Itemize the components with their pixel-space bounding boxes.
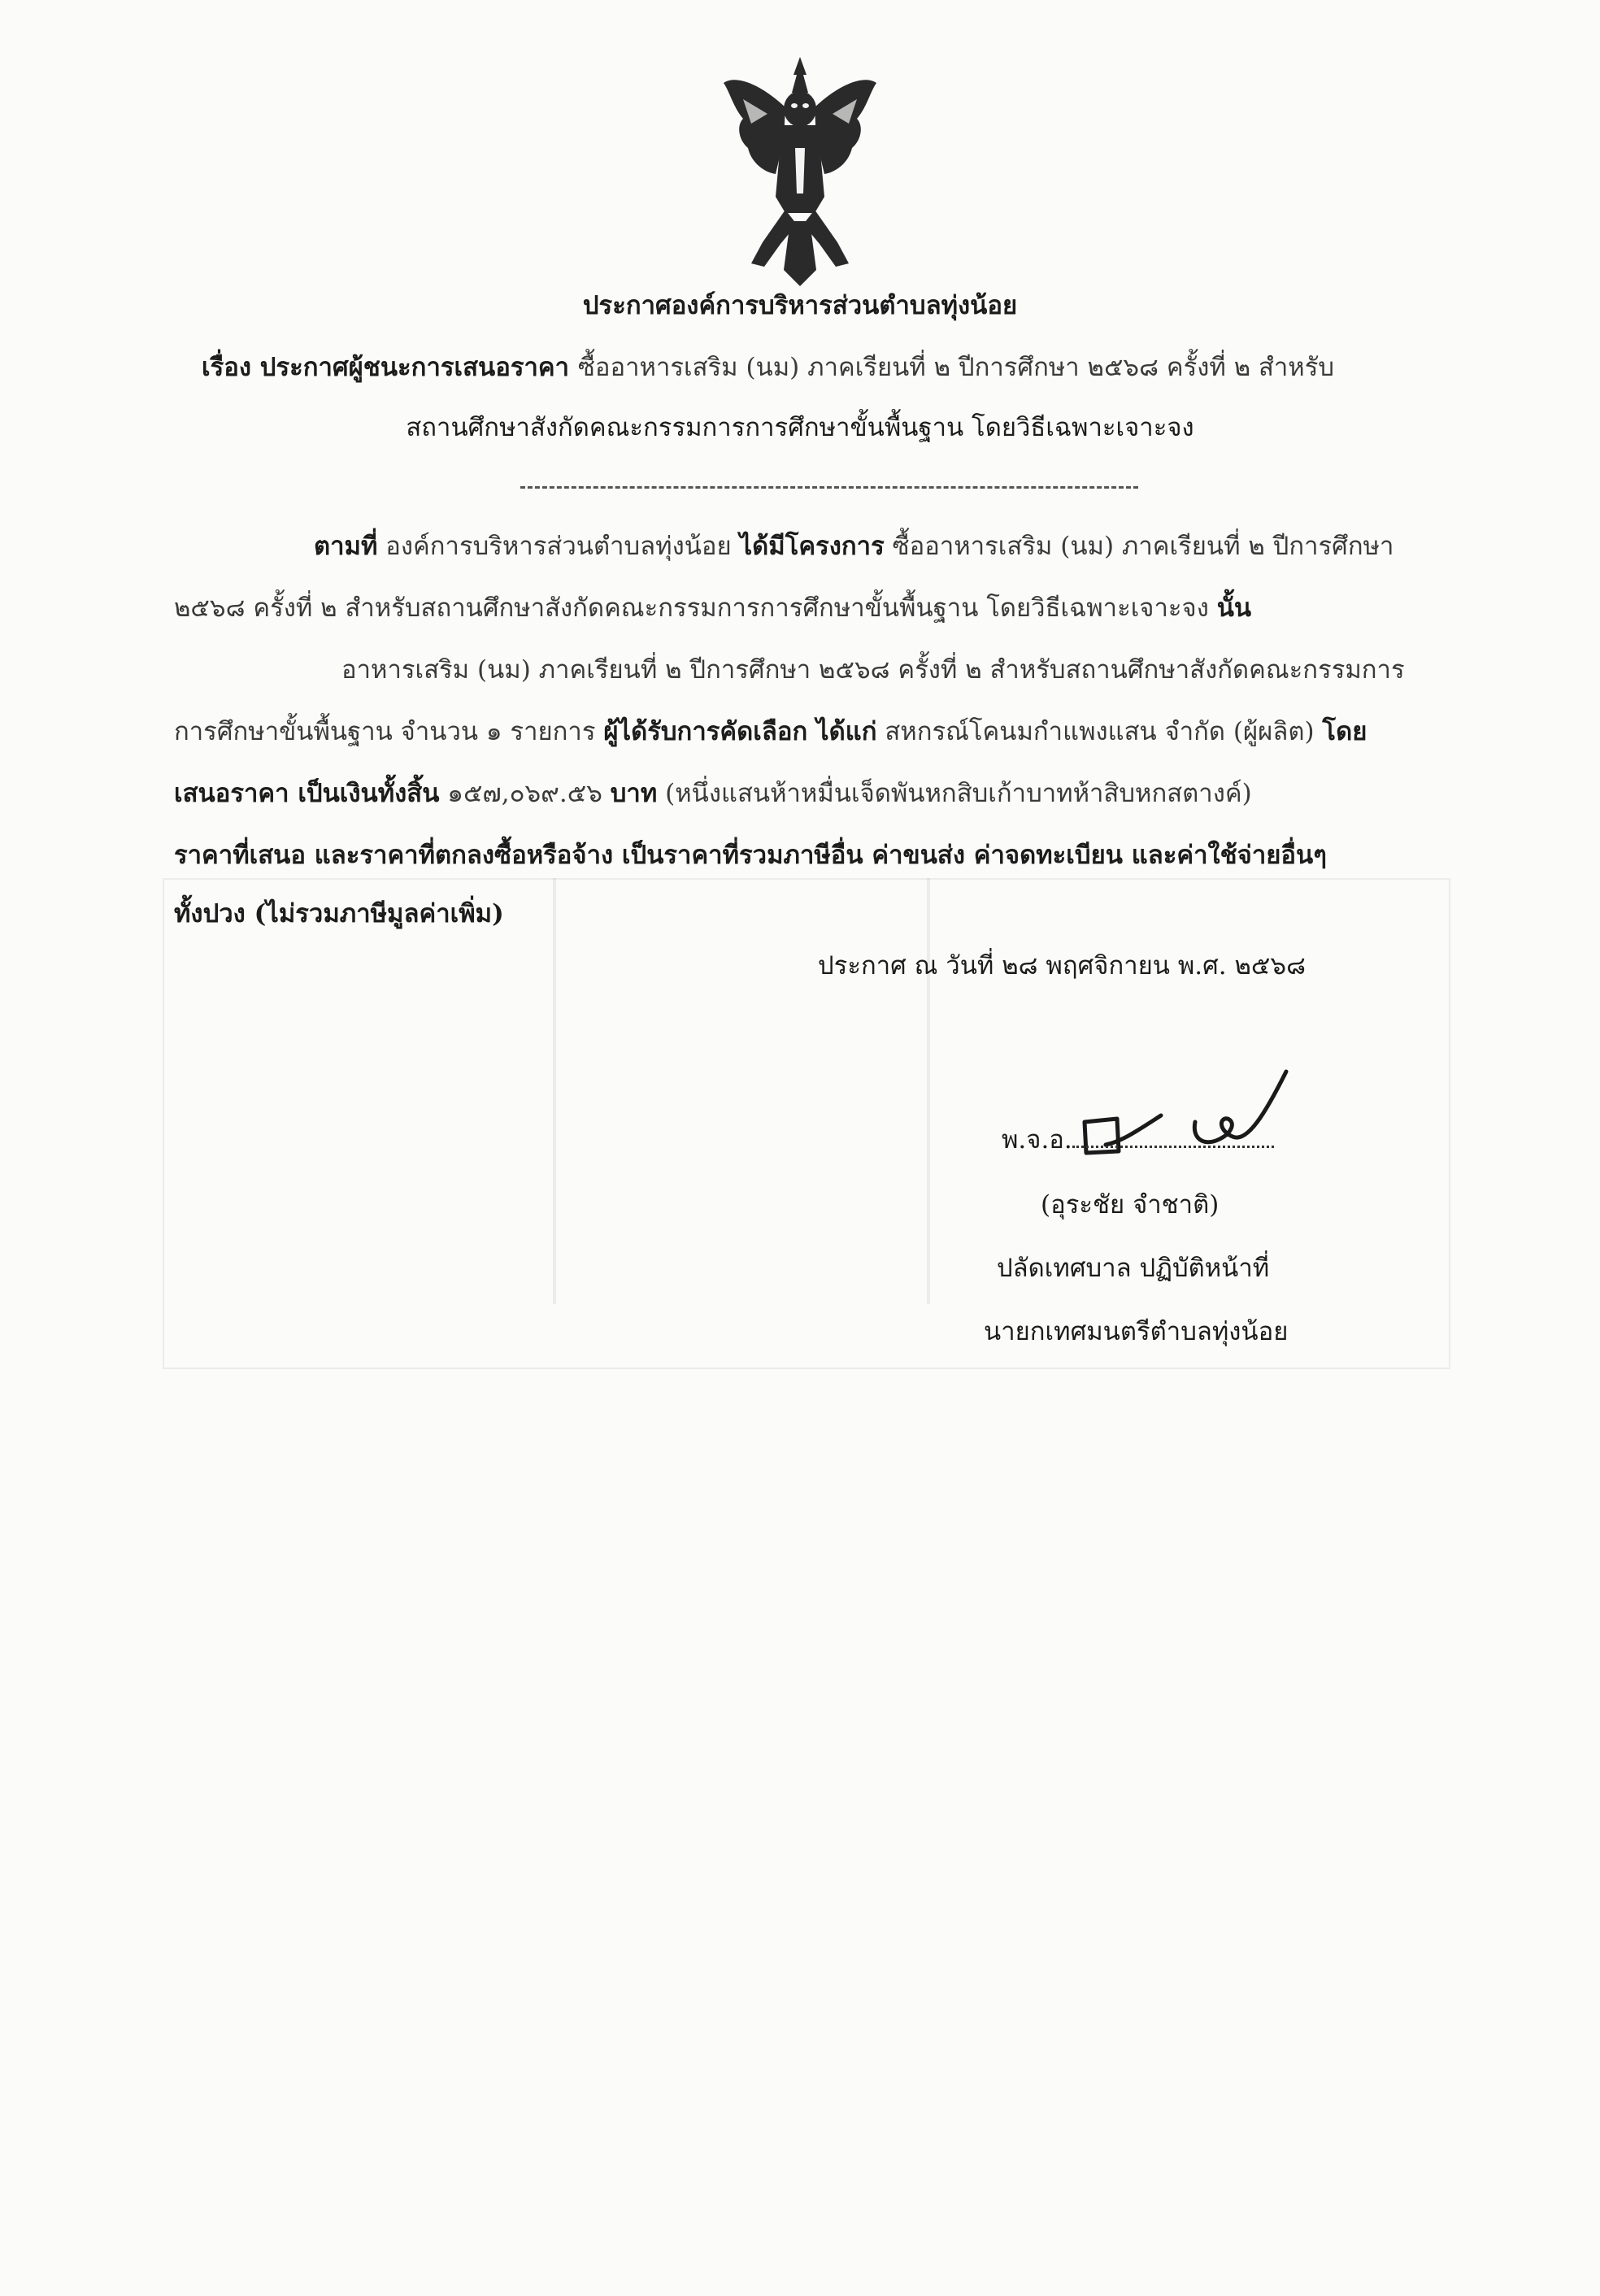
garuda-emblem-icon xyxy=(719,50,881,294)
subject-line xyxy=(202,351,1334,384)
paragraph-1-line-1 xyxy=(314,530,1393,563)
document-title: ประกาศองค์การบริหารส่วนตำบลทุ่งน้อย xyxy=(582,291,1018,320)
divider xyxy=(520,486,1138,489)
p2-price-label: เสนอราคา เป็นเงินทั้งสิ้น xyxy=(174,779,440,808)
signature-prefix: พ.จ.อ. xyxy=(1002,1125,1072,1155)
subject-label: เรื่อง ประกาศผู้ชนะการเสนอราคา xyxy=(202,353,570,382)
p2-amount: ๑๕๗,๐๖๙.๕๖ xyxy=(447,779,602,808)
p1-project-label: ได้มีโครงการ xyxy=(739,532,885,561)
signer-position-1: ปลัดเทศบาล ปฏิบัติหน้าที่ xyxy=(997,1254,1270,1283)
p1-org: องค์การบริหารส่วนตำบลทุ่งน้อย xyxy=(385,532,732,561)
signature-dots xyxy=(1072,1124,1274,1148)
p1-project-cont: ๒๕๖๘ ครั้งที่ ๒ สำหรับสถานศึกษาสังกัดคณะกรรมการการศึกษาขั้นพื้นฐาน โดยวิธีเฉพาะเจาะจง xyxy=(174,594,1209,623)
p2-by: โดย xyxy=(1322,717,1367,746)
paragraph-3-line-1: ราคาที่เสนอ และราคาที่ตกลงซื้อหรือจ้าง เป็นราคาที่รวมภาษีอื่น ค่าขนส่ง ค่าจดทะเบียน และค่าใช้จ่ายอื่นๆ xyxy=(174,841,1327,870)
bleed-through-col xyxy=(927,878,930,1304)
bleed-through-col xyxy=(553,878,556,1304)
announcement-date: ประกาศ ณ วันที่ ๒๘ พฤศจิกายน พ.ศ. ๒๕๖๘ xyxy=(818,951,1306,981)
subject-line-2: สถานศึกษาสังกัดคณะกรรมการการศึกษาขั้นพื้นฐาน โดยวิธีเฉพาะเจาะจง xyxy=(406,413,1194,442)
p2-winner-name: สหกรณ์โคนมกำแพงแสน จำกัด (ผู้ผลิต) xyxy=(885,717,1315,746)
paragraph-2-line-3 xyxy=(174,777,1252,810)
paragraph-1-line-2 xyxy=(174,592,1251,624)
p2-quantity: การศึกษาขั้นพื้นฐาน จำนวน ๑ รายการ xyxy=(174,717,596,746)
signer-position-2: นายกเทศมนตรีตำบลทุ่งน้อย xyxy=(984,1317,1289,1346)
p1-end: นั้น xyxy=(1216,594,1252,623)
paragraph-2-line-1: อาหารเสริม (นม) ภาคเรียนที่ ๒ ปีการศึกษา ๒๕๖๘ ครั้งที่ ๒ สำหรับสถานศึกษาสังกัดคณะกรรมการ xyxy=(341,655,1405,685)
signer-name: (อุระชัย จำชาติ) xyxy=(1041,1190,1220,1220)
p2-winner-label: ผู้ได้รับการคัดเลือก ได้แก่ xyxy=(603,717,877,746)
paragraph-2-line-2 xyxy=(174,715,1367,748)
signature-line xyxy=(1002,1124,1274,1156)
paragraph-3-line-2: ทั้งปวง (ไม่รวมภาษีมูลค่าเพิ่ม) xyxy=(174,899,504,928)
subject-text: ซื้ออาหารเสริม (นม) ภาคเรียนที่ ๒ ปีการศึกษา ๒๕๖๘ ครั้งที่ ๒ สำหรับ xyxy=(577,353,1335,382)
p2-amount-words: (หนึ่งแสนห้าหมื่นเจ็ดพันหกสิบเก้าบาทห้าสิบหกสตางค์) xyxy=(665,779,1252,808)
p2-currency: บาท xyxy=(610,779,658,808)
p1-project: ซื้ออาหารเสริม (นม) ภาคเรียนที่ ๒ ปีการศึกษา xyxy=(892,532,1394,561)
p1-ref-label: ตามที่ xyxy=(314,532,378,561)
